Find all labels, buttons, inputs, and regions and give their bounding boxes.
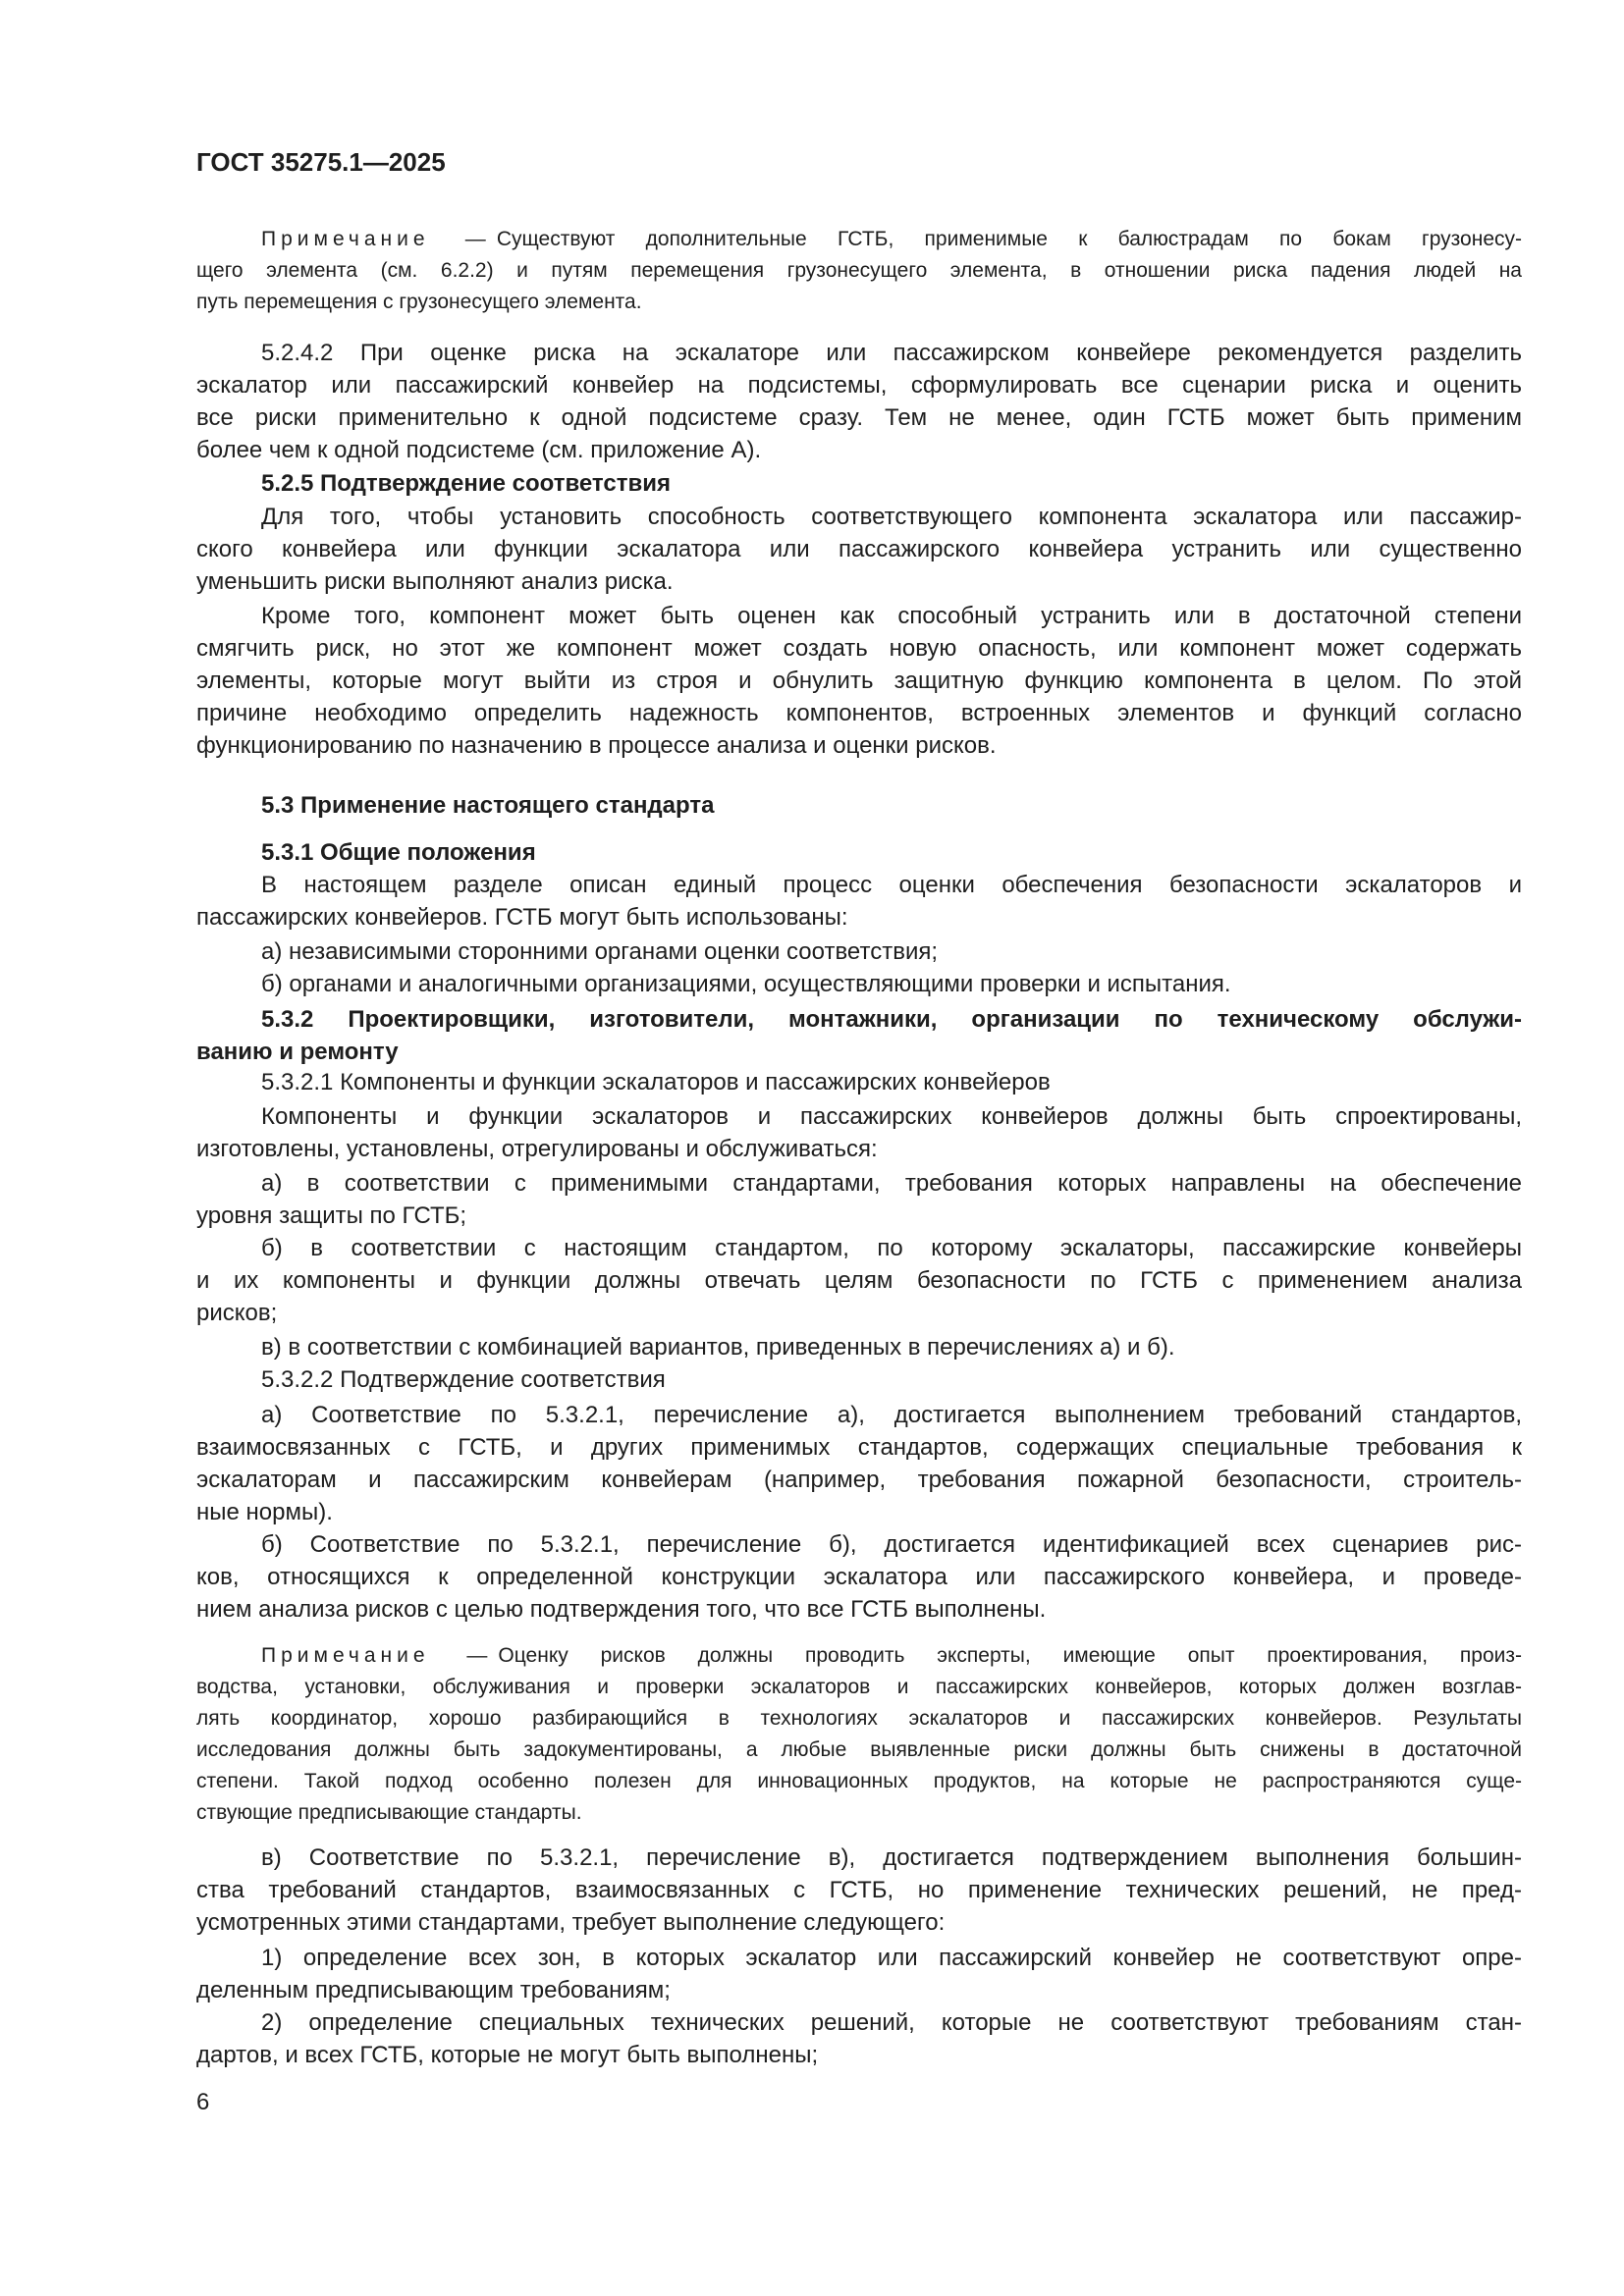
- text-line: [196, 1066, 1522, 1098]
- paragraph: [196, 1232, 1522, 1329]
- text-line: [196, 1906, 1522, 1939]
- text-line: [196, 600, 1522, 632]
- line-text: а) Соответствие по 5.3.2.1, перечисление а), достигается выполнением требований стандартов,: [261, 1402, 1522, 1428]
- line-text: 5.2.4.2 При оценке риска на эскалаторе или пассажирском конвейере рекомендуется разделить: [261, 340, 1522, 366]
- text-line: [196, 1133, 1522, 1165]
- paragraph: [196, 1167, 1522, 1232]
- line-text: функционированию по назначению в процессе анализа и оценки рисков.: [196, 732, 997, 759]
- line-text: усмотренных этими стандартами, требует выполнение следующего:: [196, 1909, 946, 1936]
- paragraph: [196, 1066, 1522, 1098]
- line-text: в) в соответствии с комбинацией вариантов, приведенных в перечислениях а) и б).: [261, 1334, 1175, 1361]
- text-line: [196, 2006, 1522, 2039]
- paragraph: [196, 1363, 1522, 1396]
- paragraph: [196, 1842, 1522, 1939]
- text-line: [196, 287, 1522, 318]
- text-line: [196, 1561, 1522, 1593]
- section-heading: [196, 467, 1522, 500]
- paragraph: [196, 968, 1522, 1000]
- line-text: путь перемещения с грузонесущего элемента.: [196, 291, 642, 313]
- line-text: изготовлены, установлены, отрегулированы и обслуживаться:: [196, 1136, 878, 1162]
- text-line: [196, 224, 1522, 255]
- text-line: [196, 869, 1522, 901]
- paragraph: [196, 935, 1522, 968]
- text-line: [196, 665, 1522, 697]
- text-line: [196, 901, 1522, 934]
- text-line: [196, 1797, 1522, 1829]
- line-text: и их компоненты и функции должны отвечать целям безопасности по ГСТБ с применением анализа: [196, 1267, 1522, 1294]
- line-text: ков, относящихся к определенной конструкции эскалатора или пассажирского конвейера, и проведе-: [196, 1564, 1522, 1590]
- line-text: эскалаторам и пассажирским конвейерам (например, требования пожарной безопасности, строитель-: [196, 1467, 1522, 1493]
- line-text: взаимосвязанных с ГСТБ, и других применимых стандартов, содержащих специальные требования к: [196, 1434, 1522, 1461]
- text-line: [196, 1399, 1522, 1431]
- text-line: [196, 1593, 1522, 1626]
- page-number: 6: [196, 2089, 210, 2115]
- line-text: б) в соответствии с настоящим стандартом, по которому эскалаторы, пассажирские конвейеры: [261, 1235, 1522, 1261]
- text-line: [196, 1640, 1522, 1672]
- text-line: [196, 1100, 1522, 1133]
- text-line: [196, 1942, 1522, 1974]
- text-line: [196, 1363, 1522, 1396]
- text-line: [196, 1036, 1522, 1068]
- paragraph: [196, 1942, 1522, 2006]
- text-line: [196, 337, 1522, 369]
- line-text: элементы, которые могут выйти из строя и обнулить защитную функцию компонента в целом. По этой: [196, 667, 1522, 694]
- text-line: [196, 1496, 1522, 1528]
- note-label: Примечание —: [261, 228, 491, 250]
- line-text: ванию и ремонту: [196, 1039, 399, 1065]
- line-text: деленным предписывающим требованиям;: [196, 1977, 671, 2003]
- line-text: 5.3.1 Общие положения: [261, 839, 536, 866]
- text-line: [196, 1297, 1522, 1329]
- section-heading: [196, 1003, 1522, 1068]
- text-line: [196, 369, 1522, 401]
- line-text: лять координатор, хорошо разбирающийся в технологиях эскалаторов и пассажирских конвейеров. Результаты: [196, 1707, 1522, 1730]
- paragraph: [196, 1331, 1522, 1363]
- text-line: [196, 1703, 1522, 1735]
- text-line: [196, 1431, 1522, 1464]
- text-line: [196, 1874, 1522, 1906]
- line-text: Существуют дополнительные ГСТБ, применимые к балюстрадам по бокам грузонесу-: [496, 228, 1522, 250]
- text-line: [196, 1200, 1522, 1232]
- text-line: [196, 1003, 1522, 1036]
- line-text: Компоненты и функции эскалаторов и пассажирских конвейеров должны быть спроектированы,: [261, 1103, 1522, 1130]
- line-text: исследования должны быть задокументированы, а любые выявленные риски должны быть снижены в достаточной: [196, 1738, 1522, 1761]
- text-line: [196, 935, 1522, 968]
- text-line: [196, 1232, 1522, 1264]
- line-text: ства требований стандартов, взаимосвязанных с ГСТБ, но применение технических решений, не пред-: [196, 1877, 1522, 1903]
- line-text: 5.3.2.1 Компоненты и функции эскалаторов и пассажирских конвейеров: [261, 1069, 1051, 1095]
- text-line: [196, 729, 1522, 762]
- note-paragraph: [196, 1640, 1522, 1829]
- line-text: а) в соответствии с применимыми стандартами, требования которых направлены на обеспечение: [261, 1170, 1522, 1197]
- text-line: [196, 1264, 1522, 1297]
- text-line: [196, 632, 1522, 665]
- line-text: дартов, и всех ГСТБ, которые не могут быть выполнены;: [196, 2042, 819, 2068]
- text-line: [196, 1766, 1522, 1797]
- line-text: 5.3.2 Проектировщики, изготовители, монтажники, организации по техническому обслужи-: [261, 1006, 1522, 1033]
- line-text: 1) определение всех зон, в которых эскалатор или пассажирский конвейер не соответствуют опре-: [261, 1945, 1522, 1971]
- line-text: ные нормы).: [196, 1499, 333, 1525]
- line-text: все риски применительно к одной подсистеме сразу. Тем не менее, один ГСТБ может быть применим: [196, 404, 1522, 431]
- text-line: [196, 1672, 1522, 1703]
- section-heading: [196, 836, 1522, 869]
- note-paragraph: [196, 224, 1522, 318]
- text-line: [196, 255, 1522, 287]
- text-line: [196, 1842, 1522, 1874]
- text-line: [196, 1464, 1522, 1496]
- paragraph: [196, 1399, 1522, 1528]
- line-text: щего элемента (см. 6.2.2) и путям перемещения грузонесущего элемента, в отношении риска падения людей на: [196, 259, 1522, 282]
- line-text: в) Соответствие по 5.3.2.1, перечисление в), достигается подтверждением выполнения большин-: [261, 1844, 1522, 1871]
- text-line: [196, 401, 1522, 434]
- note-label: Примечание —: [261, 1644, 493, 1667]
- line-text: 5.2.5 Подтверждение соответствия: [261, 470, 671, 497]
- text-line: [196, 1331, 1522, 1363]
- text-line: [196, 2039, 1522, 2071]
- line-text: б) органами и аналогичными организациями, осуществляющими проверки и испытания.: [261, 971, 1231, 997]
- paragraph: [196, 600, 1522, 762]
- text-line: [196, 565, 1522, 598]
- paragraph: [196, 1100, 1522, 1165]
- line-text: пассажирских конвейеров. ГСТБ могут быть использованы:: [196, 904, 848, 931]
- line-text: смягчить риск, но этот же компонент может создать новую опасность, или компонент может содержать: [196, 635, 1522, 662]
- text-line: [196, 697, 1522, 729]
- text-line: [196, 434, 1522, 466]
- text-line: [196, 1735, 1522, 1766]
- line-text: более чем к одной подсистеме (см. приложение А).: [196, 437, 762, 463]
- text-line: [196, 1974, 1522, 2006]
- line-text: нием анализа рисков с целью подтверждения того, что все ГСТБ выполнены.: [196, 1596, 1047, 1623]
- text-line: [196, 533, 1522, 565]
- line-text: В настоящем разделе описан единый процесс оценки обеспечения безопасности эскалаторов и: [261, 872, 1522, 898]
- line-text: б) Соответствие по 5.3.2.1, перечисление б), достигается идентификацией всех сценариев рис-: [261, 1531, 1522, 1558]
- section-heading: [196, 789, 1522, 822]
- line-text: а) независимыми сторонними органами оценки соответствия;: [261, 938, 939, 965]
- line-text: уровня защиты по ГСТБ;: [196, 1202, 467, 1229]
- line-text: ствующие предписывающие стандарты.: [196, 1801, 582, 1824]
- paragraph: [196, 2006, 1522, 2071]
- line-text: причине необходимо определить надежность компонентов, встроенных элементов и функций согласно: [196, 700, 1522, 726]
- document-id-header: ГОСТ 35275.1—2025: [196, 147, 446, 177]
- line-text: эскалатор или пассажирский конвейер на подсистемы, сформулировать все сценарии риска и оценить: [196, 372, 1522, 399]
- text-line: [196, 1528, 1522, 1561]
- line-text: 5.3.2.2 Подтверждение соответствия: [261, 1366, 666, 1393]
- line-text: Кроме того, компонент может быть оценен как способный устранить или в достаточной степени: [261, 603, 1522, 629]
- line-text: Для того, чтобы установить способность соответствующего компонента эскалатора или пассажир-: [261, 504, 1522, 530]
- line-text: уменьшить риски выполняют анализ риска.: [196, 568, 674, 595]
- line-text: Оценку рисков должны проводить эксперты, имеющие опыт проектирования, произ-: [498, 1644, 1522, 1667]
- paragraph: [196, 337, 1522, 466]
- text-line: [196, 968, 1522, 1000]
- paragraph: [196, 869, 1522, 934]
- line-text: 2) определение специальных технических решений, которые не соответствуют требованиям стан-: [261, 2009, 1522, 2036]
- line-text: рисков;: [196, 1300, 278, 1326]
- text-line: [196, 501, 1522, 533]
- line-text: 5.3 Применение настоящего стандарта: [261, 792, 715, 819]
- line-text: водства, установки, обслуживания и проверки эскалаторов и пассажирских конвейеров, которых должен возглав-: [196, 1676, 1522, 1698]
- line-text: ского конвейера или функции эскалатора или пассажирского конвейера устранить или существенно: [196, 536, 1522, 562]
- text-line: [196, 467, 1522, 500]
- text-line: [196, 836, 1522, 869]
- text-line: [196, 1167, 1522, 1200]
- line-text: степени. Такой подход особенно полезен для инновационных продуктов, на которые не распространяются суще-: [196, 1770, 1522, 1792]
- paragraph: [196, 501, 1522, 598]
- paragraph: [196, 1528, 1522, 1626]
- text-line: [196, 789, 1522, 822]
